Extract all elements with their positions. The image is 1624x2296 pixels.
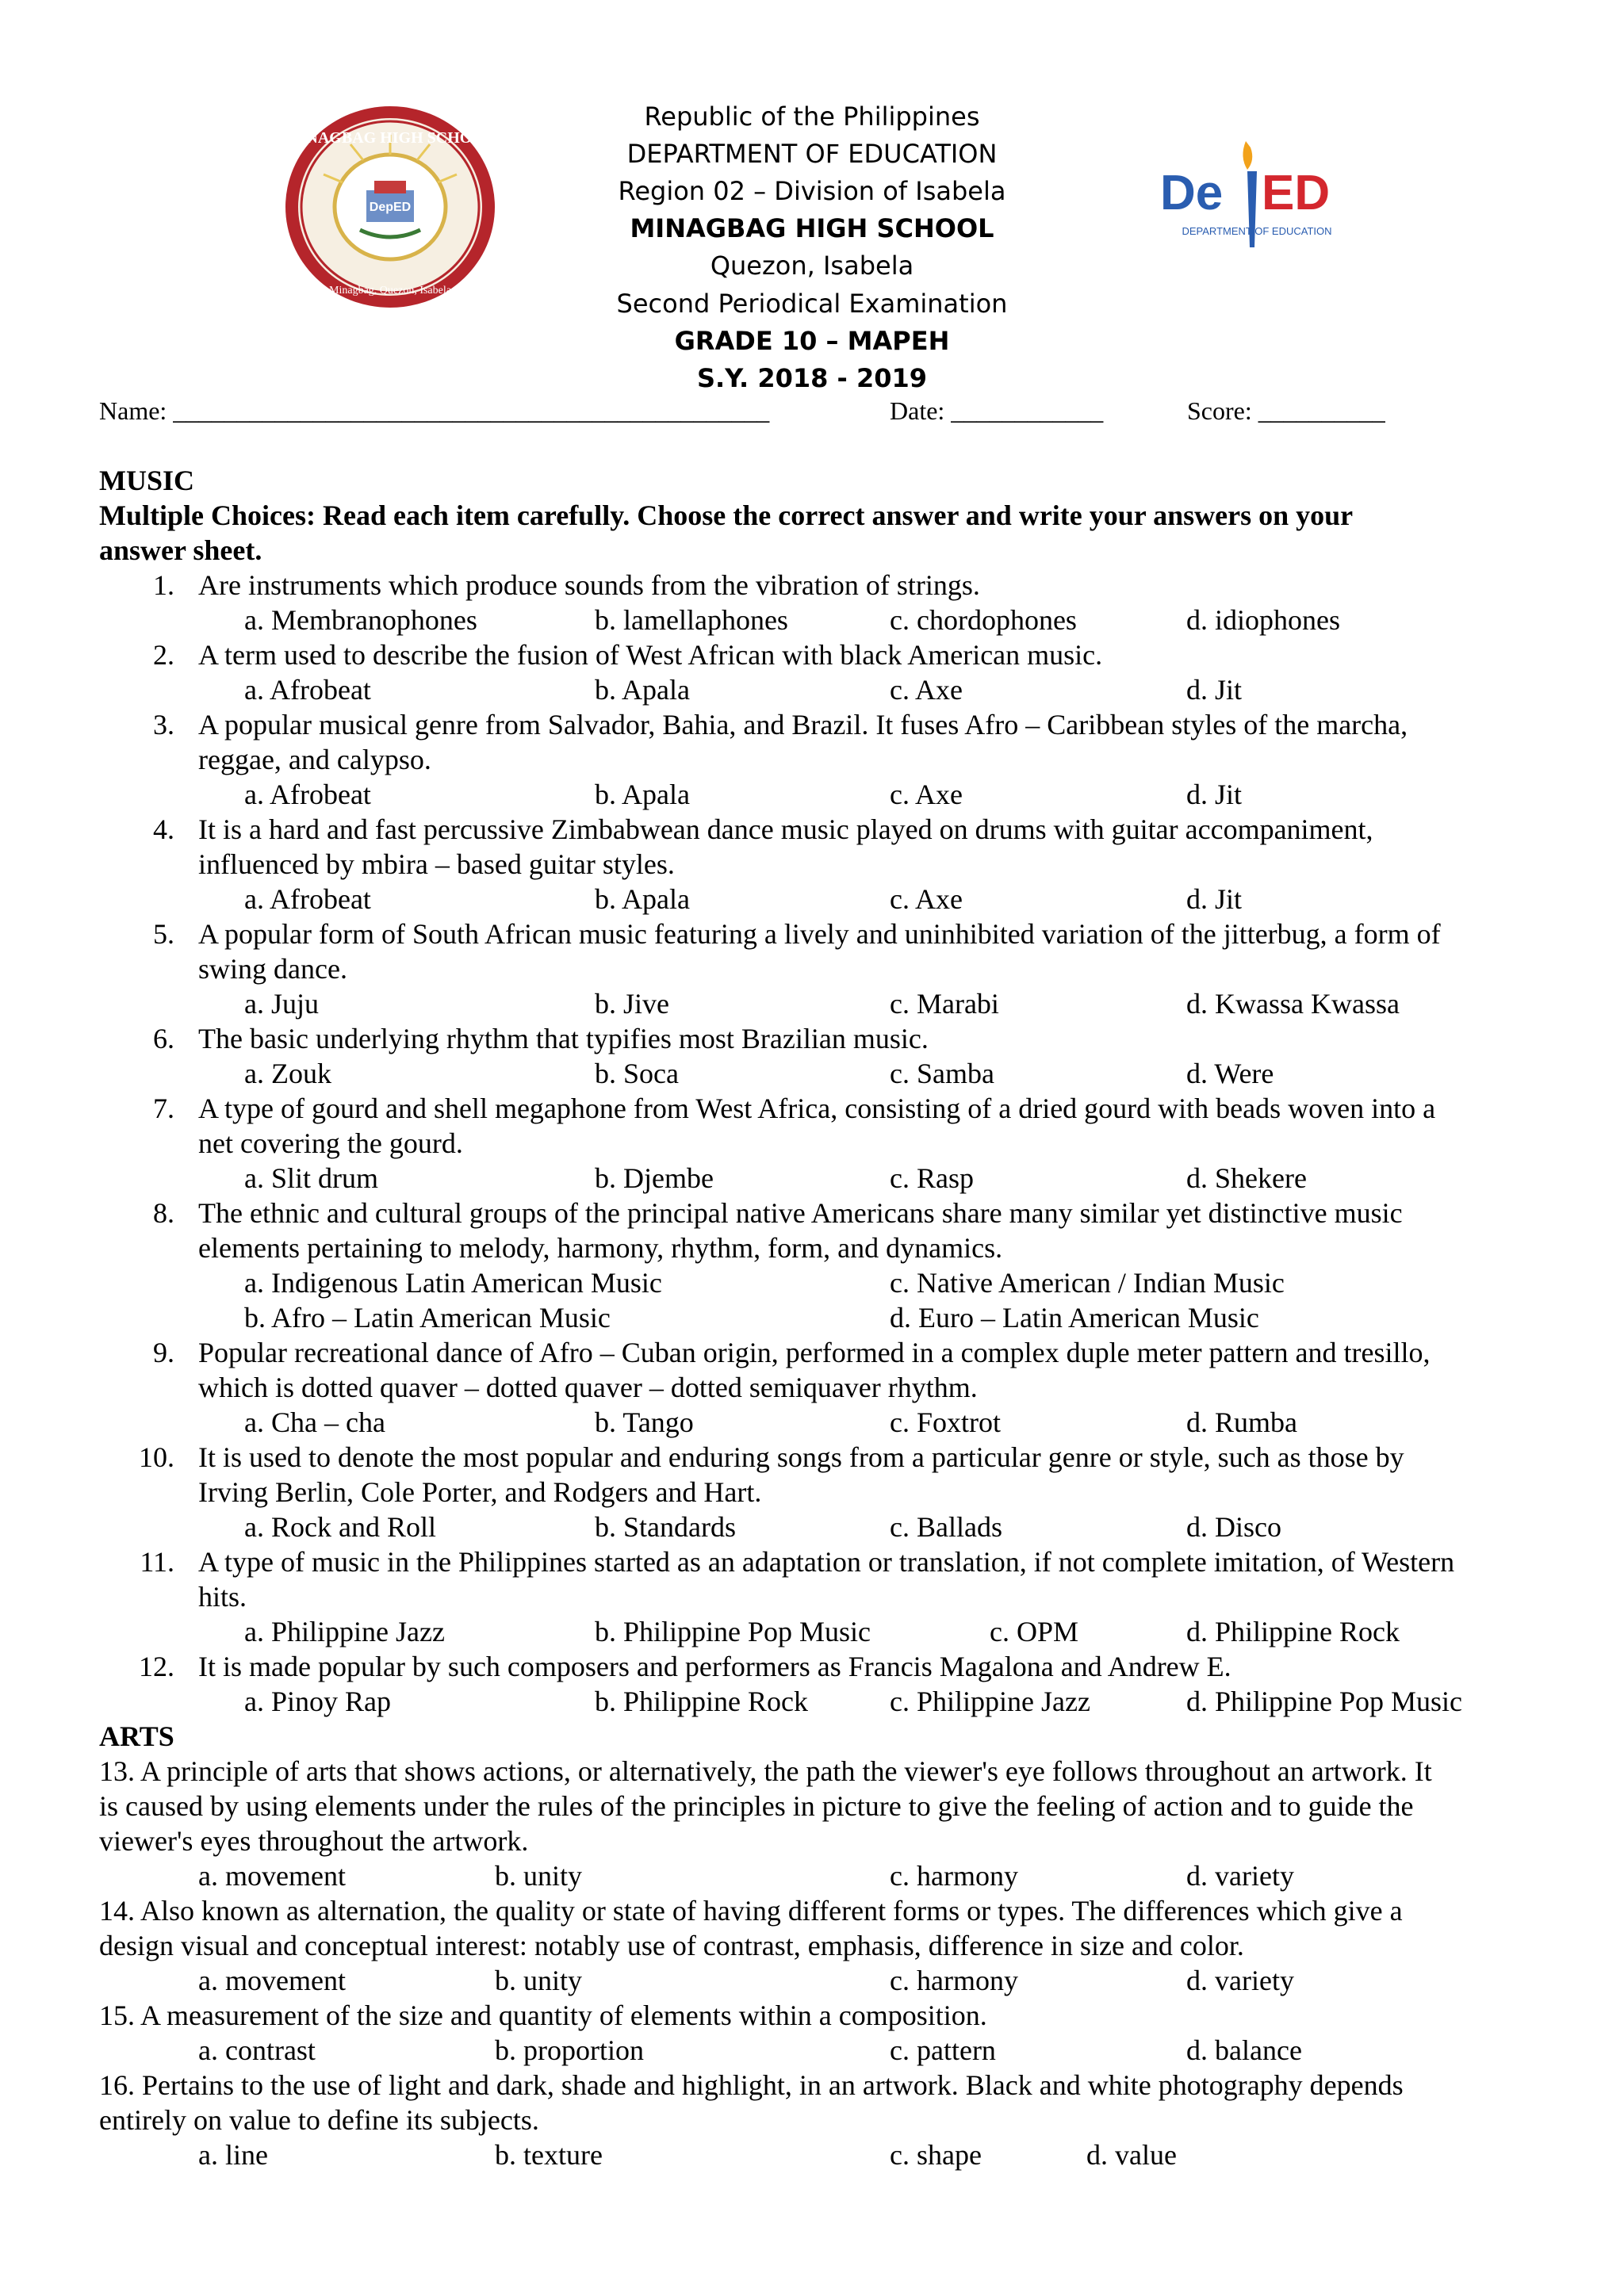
music-section-title: MUSIC	[99, 465, 195, 496]
answer-option: b. Soca	[595, 1058, 679, 1089]
question-text: entirely on value to define its subjects.	[99, 2104, 539, 2136]
student-info-row	[99, 396, 1526, 433]
question-text: The ethnic and cultural groups of the principal native Americans share many similar yet distinctive music	[198, 1197, 1403, 1229]
answer-option: a. movement	[198, 1860, 346, 1892]
question-text: Are instruments which produce sounds from the vibration of strings.	[198, 569, 980, 601]
answer-option: d. Philippine Pop Music	[1186, 1686, 1463, 1717]
answer-option: b. Tango	[595, 1406, 694, 1438]
answer-option: c. harmony	[890, 1860, 1018, 1892]
answer-option: c. Marabi	[890, 988, 999, 1020]
question-number: 4.	[153, 813, 174, 845]
header-school-year: S.Y. 2018 - 2019	[696, 363, 928, 393]
answer-option: c. shape	[890, 2139, 982, 2171]
question-number: 12.	[139, 1651, 174, 1682]
answer-option: b. unity	[495, 1860, 583, 1892]
answer-option: a. Rock and Roll	[244, 1511, 436, 1543]
answer-option: c. Foxtrot	[890, 1406, 1001, 1438]
answer-option: d. idiophones	[1186, 604, 1340, 636]
question-text: A popular musical genre from Salvador, Bahia, and Brazil. It fuses Afro – Caribbean styles of the marcha,	[198, 709, 1408, 740]
question-number: 8.	[153, 1197, 174, 1229]
answer-option: d. Disco	[1186, 1511, 1281, 1543]
question-number: 1.	[153, 569, 174, 601]
answer-option: d. Jit	[1186, 883, 1243, 915]
question-number: 5.	[153, 918, 174, 950]
question-text: A type of gourd and shell megaphone from West Africa, consisting of a dried gourd with beads woven into a	[198, 1093, 1436, 1124]
answer-option: d. Were	[1186, 1058, 1274, 1089]
answer-option: b. Apala	[595, 883, 690, 915]
answer-option: c. harmony	[890, 1965, 1018, 1996]
header-school-name: MINAGBAG HIGH SCHOOL	[630, 213, 994, 243]
answer-option: d. Jit	[1186, 779, 1243, 810]
header-grade: GRADE 10 – MAPEH	[674, 326, 950, 356]
answer-option: a. Afrobeat	[244, 779, 371, 810]
question-text: It is used to denote the most popular and enduring songs from a particular genre or style, such as those by	[198, 1441, 1404, 1473]
question-text: net covering the gourd.	[198, 1127, 463, 1159]
date-field[interactable]: Date: ____________	[890, 396, 1104, 425]
header-region: Region 02 – Division of Isabela	[618, 176, 1006, 206]
question-number: 6.	[153, 1023, 174, 1054]
svg-text:DepED: DepED	[1255, 168, 1258, 169]
question-text: is caused by using elements under the rules of the principles in picture to give the feeling of action and to guide the	[99, 1790, 1414, 1822]
question-text: It is made popular by such composers and performers as Francis Magalona and Andrew E.	[198, 1651, 1231, 1682]
answer-option: c. OPM	[990, 1616, 1079, 1647]
answer-option: d. Philippine Rock	[1186, 1616, 1400, 1647]
answer-option: c. Axe	[890, 779, 963, 810]
answer-option: a. Zouk	[244, 1058, 331, 1089]
answer-option: a. Indigenous Latin American Music	[244, 1267, 662, 1299]
question-text: Popular recreational dance of Afro – Cuban origin, performed in a complex duple meter pattern and tresillo,	[198, 1337, 1431, 1368]
answer-option: d. Rumba	[1186, 1406, 1297, 1438]
question-text: hits.	[198, 1581, 247, 1613]
question-text: A popular form of South African music featuring a lively and uninhibited variation of the jitterbug, a form of	[198, 918, 1441, 950]
answer-option: a. Philippine Jazz	[244, 1616, 445, 1647]
answer-option: a. movement	[198, 1965, 346, 1996]
answer-option: d. Jit	[1186, 674, 1243, 706]
question-text: A term used to describe the fusion of West African with black American music.	[198, 639, 1103, 671]
svg-text:DepED: DepED	[369, 201, 412, 214]
answer-option: a. Membranophones	[244, 604, 477, 636]
answer-option: c. chordophones	[890, 604, 1077, 636]
question-text: viewer's eyes throughout the artwork.	[99, 1825, 529, 1857]
svg-text:ED: ED	[1262, 166, 1331, 220]
question-number: 3.	[153, 709, 174, 740]
answer-option: b. Jive	[595, 988, 669, 1020]
answer-option: c. Ballads	[890, 1511, 1002, 1543]
name-field[interactable]: Name: _______________________________________________	[99, 396, 770, 425]
answer-option: b. Philippine Rock	[595, 1686, 808, 1717]
answer-option: c. Axe	[890, 674, 963, 706]
answer-option: b. Apala	[595, 779, 690, 810]
answer-option: a. Afrobeat	[244, 674, 371, 706]
question-text: swing dance.	[198, 953, 347, 985]
answer-option: b. Philippine Pop Music	[595, 1616, 871, 1647]
answer-option: a. Afrobeat	[244, 883, 371, 915]
question-text: which is dotted quaver – dotted quaver – dotted semiquaver rhythm.	[198, 1372, 978, 1403]
answer-option: a. Slit drum	[244, 1162, 378, 1194]
header-address: Quezon, Isabela	[710, 251, 914, 281]
answer-option: a. Pinoy Rap	[244, 1686, 391, 1717]
answer-option: a. line	[198, 2139, 268, 2171]
answer-option: a. Juju	[244, 988, 319, 1020]
answer-option: d. value	[1086, 2139, 1177, 2171]
header-exam-title: Second Periodical Examination	[616, 289, 1008, 319]
answer-option: b. proportion	[495, 2034, 644, 2066]
svg-text:DEPARTMENT OF EDUCATION: DEPARTMENT OF EDUCATION	[1182, 225, 1332, 237]
question-number: 2.	[153, 639, 174, 671]
score-field[interactable]: Score: __________	[1187, 396, 1385, 425]
answer-option: a. Cha – cha	[244, 1406, 385, 1438]
question-text: It is a hard and fast percussive Zimbabwean dance music played on drums with guitar accompaniment,	[198, 813, 1373, 845]
question-text: design visual and conceptual interest: notably use of contrast, emphasis, difference in size and color.	[99, 1930, 1244, 1961]
answer-option: c. Axe	[890, 883, 963, 915]
answer-option: b. unity	[495, 1965, 583, 1996]
question-text: Irving Berlin, Cole Porter, and Rodgers and Hart.	[198, 1476, 762, 1508]
answer-option: c. Rasp	[890, 1162, 974, 1194]
question-number: 7.	[153, 1093, 174, 1124]
svg-text:De: De	[1160, 166, 1224, 220]
answer-option: c. Native American / Indian Music	[890, 1267, 1285, 1299]
answer-option: d. balance	[1186, 2034, 1302, 2066]
question-number: 11.	[140, 1546, 174, 1578]
answer-option: c. Philippine Jazz	[890, 1686, 1090, 1717]
answer-option: b. Afro – Latin American Music	[244, 1302, 611, 1334]
header-department: DEPARTMENT OF EDUCATION	[626, 139, 998, 169]
question-text: 14. Also known as alternation, the quality or state of having different forms or types. The differences which give a	[99, 1895, 1403, 1927]
answer-option: d. Euro – Latin American Music	[890, 1302, 1259, 1334]
question-text: The basic underlying rhythm that typifies most Brazilian music.	[198, 1023, 929, 1054]
question-number: 9.	[153, 1337, 174, 1368]
instructions-line-1: Multiple Choices: Read each item carefully. Choose the correct answer and write your answers on your	[99, 499, 1354, 531]
answer-option: c. pattern	[890, 2034, 996, 2066]
question-text: influenced by mbira – based guitar styles.	[198, 848, 675, 880]
question-text: A type of music in the Philippines started as an adaptation or translation, if not complete imitation, of Western	[198, 1546, 1455, 1578]
answer-option: b. lamellaphones	[595, 604, 788, 636]
question-text: 15. A measurement of the size and quantity of elements within a composition.	[99, 1999, 987, 2031]
question-text: 13. A principle of arts that shows actions, or alternatively, the path the viewer's eye follows throughout an artwork. It	[99, 1755, 1432, 1787]
arts-section-title: ARTS	[99, 1720, 174, 1752]
instructions-line-2: answer sheet.	[99, 534, 262, 566]
svg-text:MINAGBAG HIGH SCHOOL: MINAGBAG HIGH SCHOOL	[285, 129, 496, 147]
answer-option: d. variety	[1186, 1860, 1294, 1892]
header-republic: Republic of the Philippines	[644, 101, 980, 132]
svg-text:Minagbag, Quezon, Isabela: Minagbag, Quezon, Isabela	[329, 285, 451, 297]
answer-option: d. Shekere	[1186, 1162, 1307, 1194]
answer-option: d. variety	[1186, 1965, 1294, 1996]
question-number: 10.	[139, 1441, 174, 1473]
answer-option: b. Apala	[595, 674, 690, 706]
answer-option: a. contrast	[198, 2034, 316, 2066]
answer-option: b. texture	[495, 2139, 603, 2171]
question-text: 16. Pertains to the use of light and dark, shade and highlight, in an artwork. Black and white photography depends	[99, 2069, 1404, 2101]
answer-option: b. Standards	[595, 1511, 736, 1543]
answer-option: c. Samba	[890, 1058, 994, 1089]
answer-option: b. Djembe	[595, 1162, 714, 1194]
question-text: reggae, and calypso.	[198, 744, 431, 775]
answer-option: d. Kwassa Kwassa	[1186, 988, 1400, 1020]
question-text: elements pertaining to melody, harmony, rhythm, form, and dynamics.	[198, 1232, 1003, 1264]
